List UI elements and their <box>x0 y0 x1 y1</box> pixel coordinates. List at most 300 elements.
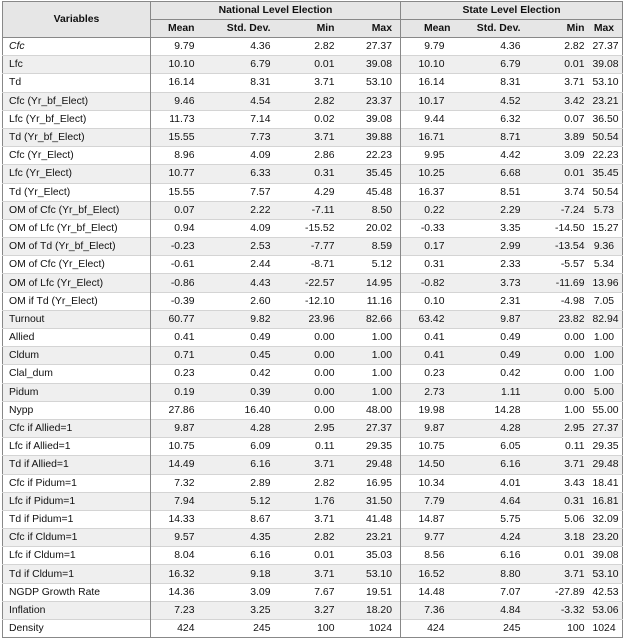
cell-stddev-state: 8.51 <box>459 183 529 201</box>
cell-stddev-national: 6.09 <box>209 438 279 456</box>
cell-max-national: 27.37 <box>343 419 401 437</box>
cell-stddev-national: 4.43 <box>209 274 279 292</box>
table-row <box>3 401 623 419</box>
cell-min-state: 0.31 <box>529 492 593 510</box>
cell-mean-national: 0.19 <box>151 383 209 401</box>
cell-max-national: 41.48 <box>343 510 401 528</box>
cell-stddev-national: 0.42 <box>209 365 279 383</box>
cell-min-state: 5.06 <box>529 510 593 528</box>
cell-mean-state: 0.41 <box>401 347 459 365</box>
table-row <box>3 74 623 92</box>
variable-label: OM if Td (Yr_Elect) <box>3 292 151 310</box>
cell-stddev-national: 3.25 <box>209 601 279 619</box>
cell-stddev-national: 245 <box>209 620 279 638</box>
cell-stddev-national: 0.39 <box>209 383 279 401</box>
cell-mean-national: -0.39 <box>151 292 209 310</box>
cell-min-national: 0.00 <box>279 365 343 383</box>
col-mean-state: Mean <box>401 20 459 38</box>
table-row <box>3 474 623 492</box>
cell-mean-state: 9.87 <box>401 419 459 437</box>
cell-mean-national: 27.86 <box>151 401 209 419</box>
cell-max-state: 82.94 <box>593 310 623 328</box>
cell-stddev-state: 4.42 <box>459 147 529 165</box>
cell-max-national: 18.20 <box>343 601 401 619</box>
table-row <box>3 274 623 292</box>
cell-mean-national: 0.94 <box>151 219 209 237</box>
cell-stddev-state: 1.11 <box>459 383 529 401</box>
cell-max-national: 45.48 <box>343 183 401 201</box>
cell-max-national: 11.16 <box>343 292 401 310</box>
cell-mean-state: 0.10 <box>401 292 459 310</box>
cell-stddev-national: 2.89 <box>209 474 279 492</box>
cell-max-state: 23.21 <box>593 92 623 110</box>
variable-label: Td if Cldum=1 <box>3 565 151 583</box>
cell-min-state: 0.01 <box>529 165 593 183</box>
cell-max-state: 1.00 <box>593 365 623 383</box>
cell-min-national: 0.31 <box>279 165 343 183</box>
cell-max-national: 1024 <box>343 620 401 638</box>
table-row <box>3 147 623 165</box>
cell-stddev-national: 4.54 <box>209 92 279 110</box>
cell-stddev-national: 7.14 <box>209 110 279 128</box>
cell-min-state: 0.01 <box>529 547 593 565</box>
table-row <box>3 310 623 328</box>
cell-min-state: -27.89 <box>529 583 593 601</box>
cell-max-national: 48.00 <box>343 401 401 419</box>
cell-mean-national: 7.32 <box>151 474 209 492</box>
table-row <box>3 256 623 274</box>
variables-header: Variables <box>3 2 151 38</box>
col-max-national: Max <box>343 20 401 38</box>
cell-mean-national: 0.71 <box>151 347 209 365</box>
summary-statistics-table <box>2 1 623 638</box>
cell-mean-national: 7.23 <box>151 601 209 619</box>
cell-min-state: -3.32 <box>529 601 593 619</box>
cell-stddev-state: 4.01 <box>459 474 529 492</box>
cell-stddev-state: 9.87 <box>459 310 529 328</box>
cell-min-national: 3.71 <box>279 510 343 528</box>
table-row <box>3 419 623 437</box>
table-row <box>3 110 623 128</box>
cell-stddev-national: 4.09 <box>209 219 279 237</box>
cell-stddev-national: 8.31 <box>209 74 279 92</box>
variable-label: Allied <box>3 329 151 347</box>
variable-label: Td <box>3 74 151 92</box>
cell-min-state: -13.54 <box>529 238 593 256</box>
cell-min-national: 2.82 <box>279 474 343 492</box>
cell-mean-state: 16.71 <box>401 128 459 146</box>
cell-mean-national: 9.57 <box>151 529 209 547</box>
cell-stddev-state: 6.32 <box>459 110 529 128</box>
cell-stddev-national: 4.28 <box>209 419 279 437</box>
cell-min-national: 2.82 <box>279 529 343 547</box>
cell-mean-state: 16.52 <box>401 565 459 583</box>
variable-label: Inflation <box>3 601 151 619</box>
cell-min-state: -7.24 <box>529 201 593 219</box>
national-election-header: National Level Election <box>151 2 401 20</box>
cell-min-national: -15.52 <box>279 219 343 237</box>
cell-max-state: 53.10 <box>593 74 623 92</box>
cell-max-national: 5.12 <box>343 256 401 274</box>
cell-mean-state: 10.75 <box>401 438 459 456</box>
cell-max-state: 29.35 <box>593 438 623 456</box>
cell-mean-state: 10.25 <box>401 165 459 183</box>
cell-mean-national: -0.61 <box>151 256 209 274</box>
cell-mean-state: 424 <box>401 620 459 638</box>
cell-min-state: 0.11 <box>529 438 593 456</box>
cell-min-state: 3.42 <box>529 92 593 110</box>
table-row <box>3 292 623 310</box>
cell-stddev-national: 7.57 <box>209 183 279 201</box>
cell-min-state: -4.98 <box>529 292 593 310</box>
cell-max-state: 27.37 <box>593 38 623 56</box>
cell-max-state: 1.00 <box>593 347 623 365</box>
variable-label: Lfc <box>3 56 151 74</box>
cell-mean-national: 16.14 <box>151 74 209 92</box>
cell-max-state: 50.54 <box>593 128 623 146</box>
cell-stddev-national: 16.40 <box>209 401 279 419</box>
cell-mean-national: -0.86 <box>151 274 209 292</box>
cell-mean-state: 2.73 <box>401 383 459 401</box>
cell-max-state: 5.00 <box>593 383 623 401</box>
cell-mean-national: 0.07 <box>151 201 209 219</box>
cell-max-national: 8.50 <box>343 201 401 219</box>
cell-stddev-state: 2.31 <box>459 292 529 310</box>
variable-label: Td (Yr_bf_Elect) <box>3 128 151 146</box>
cell-stddev-state: 7.07 <box>459 583 529 601</box>
cell-max-state: 35.45 <box>593 165 623 183</box>
cell-min-national: 0.00 <box>279 401 343 419</box>
cell-min-national: 3.71 <box>279 456 343 474</box>
col-stddev-national: Std. Dev. <box>209 20 279 38</box>
variable-label: Td (Yr_Elect) <box>3 183 151 201</box>
cell-min-state: 3.43 <box>529 474 593 492</box>
cell-min-national: -22.57 <box>279 274 343 292</box>
cell-stddev-state: 0.42 <box>459 365 529 383</box>
cell-stddev-national: 6.79 <box>209 56 279 74</box>
cell-min-national: 0.02 <box>279 110 343 128</box>
cell-mean-state: 10.10 <box>401 56 459 74</box>
cell-max-national: 31.50 <box>343 492 401 510</box>
table-header <box>3 2 623 38</box>
cell-min-national: 3.71 <box>279 74 343 92</box>
cell-mean-state: 0.23 <box>401 365 459 383</box>
cell-max-state: 50.54 <box>593 183 623 201</box>
table-row <box>3 510 623 528</box>
variable-label: OM of Lfc (Yr_Elect) <box>3 274 151 292</box>
cell-mean-national: 424 <box>151 620 209 638</box>
cell-stddev-state: 4.52 <box>459 92 529 110</box>
cell-max-national: 53.10 <box>343 565 401 583</box>
cell-stddev-state: 6.79 <box>459 56 529 74</box>
cell-max-national: 39.08 <box>343 56 401 74</box>
cell-stddev-national: 2.60 <box>209 292 279 310</box>
cell-mean-state: 16.14 <box>401 74 459 92</box>
cell-stddev-national: 2.53 <box>209 238 279 256</box>
cell-mean-state: 14.87 <box>401 510 459 528</box>
cell-max-state: 13.96 <box>593 274 623 292</box>
cell-mean-national: 10.75 <box>151 438 209 456</box>
cell-mean-national: 14.36 <box>151 583 209 601</box>
cell-min-state: 3.71 <box>529 456 593 474</box>
cell-max-national: 1.00 <box>343 329 401 347</box>
cell-min-state: -14.50 <box>529 219 593 237</box>
cell-mean-national: 15.55 <box>151 183 209 201</box>
cell-min-state: 0.07 <box>529 110 593 128</box>
col-min-state: Min <box>529 20 593 38</box>
cell-min-national: -7.77 <box>279 238 343 256</box>
cell-min-state: 0.00 <box>529 365 593 383</box>
cell-stddev-national: 0.45 <box>209 347 279 365</box>
cell-min-national: 3.27 <box>279 601 343 619</box>
cell-mean-state: 9.79 <box>401 38 459 56</box>
cell-mean-national: 8.04 <box>151 547 209 565</box>
cell-min-national: 0.00 <box>279 383 343 401</box>
cell-min-state: 0.00 <box>529 329 593 347</box>
cell-max-national: 29.48 <box>343 456 401 474</box>
table-row <box>3 38 623 56</box>
cell-mean-state: 10.34 <box>401 474 459 492</box>
cell-max-national: 8.59 <box>343 238 401 256</box>
cell-min-state: 0.00 <box>529 383 593 401</box>
cell-mean-state: 9.77 <box>401 529 459 547</box>
variable-label: OM of Cfc (Yr_Elect) <box>3 256 151 274</box>
cell-min-state: 0.00 <box>529 347 593 365</box>
table-row <box>3 365 623 383</box>
cell-max-state: 5.73 <box>593 201 623 219</box>
variable-label: Cfc if Cldum=1 <box>3 529 151 547</box>
table-row <box>3 165 623 183</box>
table-row <box>3 456 623 474</box>
cell-max-national: 23.21 <box>343 529 401 547</box>
variable-label: Td if Pidum=1 <box>3 510 151 528</box>
cell-stddev-state: 245 <box>459 620 529 638</box>
cell-mean-state: 9.95 <box>401 147 459 165</box>
table-row <box>3 583 623 601</box>
table-row <box>3 92 623 110</box>
cell-max-state: 16.81 <box>593 492 623 510</box>
table-row <box>3 201 623 219</box>
variable-label: Cfc (Yr_Elect) <box>3 147 151 165</box>
cell-max-state: 32.09 <box>593 510 623 528</box>
cell-mean-state: 7.36 <box>401 601 459 619</box>
cell-min-national: 0.11 <box>279 438 343 456</box>
variable-label: OM of Cfc (Yr_bf_Elect) <box>3 201 151 219</box>
cell-max-state: 5.34 <box>593 256 623 274</box>
cell-mean-national: 9.46 <box>151 92 209 110</box>
cell-min-national: 3.71 <box>279 565 343 583</box>
variable-label: Nypp <box>3 401 151 419</box>
cell-stddev-state: 4.24 <box>459 529 529 547</box>
table-row <box>3 492 623 510</box>
cell-stddev-national: 2.22 <box>209 201 279 219</box>
cell-min-state: 2.95 <box>529 419 593 437</box>
cell-mean-state: 0.31 <box>401 256 459 274</box>
variable-label: Cfc if Pidum=1 <box>3 474 151 492</box>
cell-stddev-state: 8.31 <box>459 74 529 92</box>
cell-stddev-national: 5.12 <box>209 492 279 510</box>
cell-stddev-state: 14.28 <box>459 401 529 419</box>
cell-max-state: 27.37 <box>593 419 623 437</box>
cell-max-national: 1.00 <box>343 347 401 365</box>
cell-mean-national: 8.96 <box>151 147 209 165</box>
cell-mean-state: 8.56 <box>401 547 459 565</box>
cell-min-national: 0.01 <box>279 547 343 565</box>
cell-stddev-national: 6.33 <box>209 165 279 183</box>
cell-max-national: 39.08 <box>343 110 401 128</box>
cell-max-state: 18.41 <box>593 474 623 492</box>
cell-stddev-national: 9.82 <box>209 310 279 328</box>
table-row <box>3 183 623 201</box>
cell-min-state: 0.01 <box>529 56 593 74</box>
cell-min-national: 0.00 <box>279 347 343 365</box>
cell-mean-national: 11.73 <box>151 110 209 128</box>
cell-min-national: 4.29 <box>279 183 343 201</box>
cell-max-state: 39.08 <box>593 547 623 565</box>
cell-stddev-national: 3.09 <box>209 583 279 601</box>
state-election-header: State Level Election <box>401 2 623 20</box>
cell-max-national: 35.03 <box>343 547 401 565</box>
table-row <box>3 56 623 74</box>
cell-max-national: 27.37 <box>343 38 401 56</box>
cell-max-national: 22.23 <box>343 147 401 165</box>
variable-label: OM of Td (Yr_bf_Elect) <box>3 238 151 256</box>
variable-label: Clal_dum <box>3 365 151 383</box>
cell-mean-national: -0.23 <box>151 238 209 256</box>
cell-mean-national: 0.23 <box>151 365 209 383</box>
table-row <box>3 383 623 401</box>
cell-min-state: 2.82 <box>529 38 593 56</box>
cell-min-national: 0.00 <box>279 329 343 347</box>
cell-max-state: 23.20 <box>593 529 623 547</box>
cell-max-state: 9.36 <box>593 238 623 256</box>
cell-stddev-state: 4.36 <box>459 38 529 56</box>
cell-max-state: 42.53 <box>593 583 623 601</box>
cell-min-national: -8.71 <box>279 256 343 274</box>
cell-max-state: 1024 <box>593 620 623 638</box>
cell-min-state: 3.89 <box>529 128 593 146</box>
variable-label: Cfc <box>3 38 151 56</box>
cell-stddev-state: 4.64 <box>459 492 529 510</box>
cell-max-state: 15.27 <box>593 219 623 237</box>
cell-stddev-state: 6.16 <box>459 547 529 565</box>
cell-max-national: 20.02 <box>343 219 401 237</box>
cell-mean-state: 10.17 <box>401 92 459 110</box>
cell-min-national: 2.82 <box>279 92 343 110</box>
col-max-state: Max <box>593 20 623 38</box>
table-row <box>3 529 623 547</box>
cell-max-state: 39.08 <box>593 56 623 74</box>
cell-min-state: -5.57 <box>529 256 593 274</box>
cell-max-state: 55.00 <box>593 401 623 419</box>
cell-min-national: 2.95 <box>279 419 343 437</box>
variable-label: OM of Lfc (Yr_bf_Elect) <box>3 219 151 237</box>
cell-min-national: -7.11 <box>279 201 343 219</box>
cell-min-national: 3.71 <box>279 128 343 146</box>
cell-mean-national: 7.94 <box>151 492 209 510</box>
variable-label: Cfc if Allied=1 <box>3 419 151 437</box>
cell-mean-state: 16.37 <box>401 183 459 201</box>
variable-label: Lfc (Yr_Elect) <box>3 165 151 183</box>
cell-max-national: 16.95 <box>343 474 401 492</box>
cell-min-state: 23.82 <box>529 310 593 328</box>
cell-mean-state: 7.79 <box>401 492 459 510</box>
cell-mean-national: 0.41 <box>151 329 209 347</box>
cell-stddev-national: 0.49 <box>209 329 279 347</box>
cell-mean-national: 60.77 <box>151 310 209 328</box>
cell-stddev-national: 6.16 <box>209 456 279 474</box>
cell-mean-national: 15.55 <box>151 128 209 146</box>
table-row <box>3 238 623 256</box>
cell-stddev-national: 2.44 <box>209 256 279 274</box>
cell-mean-national: 9.79 <box>151 38 209 56</box>
cell-mean-state: 9.44 <box>401 110 459 128</box>
variable-label: Density <box>3 620 151 638</box>
cell-min-national: 2.82 <box>279 38 343 56</box>
table-row <box>3 329 623 347</box>
cell-stddev-state: 3.73 <box>459 274 529 292</box>
cell-max-national: 1.00 <box>343 365 401 383</box>
table-row <box>3 219 623 237</box>
cell-max-state: 1.00 <box>593 329 623 347</box>
cell-max-national: 39.88 <box>343 128 401 146</box>
cell-mean-state: 0.22 <box>401 201 459 219</box>
cell-min-national: 100 <box>279 620 343 638</box>
cell-stddev-national: 8.67 <box>209 510 279 528</box>
cell-max-national: 1.00 <box>343 383 401 401</box>
cell-max-national: 29.35 <box>343 438 401 456</box>
cell-min-state: 1.00 <box>529 401 593 419</box>
cell-stddev-national: 4.35 <box>209 529 279 547</box>
cell-mean-national: 16.32 <box>151 565 209 583</box>
variable-label: Lfc if Allied=1 <box>3 438 151 456</box>
cell-max-national: 53.10 <box>343 74 401 92</box>
cell-min-state: 3.09 <box>529 147 593 165</box>
cell-max-national: 19.51 <box>343 583 401 601</box>
cell-mean-state: 14.48 <box>401 583 459 601</box>
variable-label: Lfc if Pidum=1 <box>3 492 151 510</box>
variable-label: NGDP Growth Rate <box>3 583 151 601</box>
table-row <box>3 565 623 583</box>
cell-max-national: 14.95 <box>343 274 401 292</box>
cell-mean-national: 14.49 <box>151 456 209 474</box>
cell-stddev-state: 0.49 <box>459 347 529 365</box>
cell-mean-state: 19.98 <box>401 401 459 419</box>
variable-label: Pidum <box>3 383 151 401</box>
variable-label: Turnout <box>3 310 151 328</box>
cell-max-state: 22.23 <box>593 147 623 165</box>
cell-max-state: 53.10 <box>593 565 623 583</box>
variable-label: Cfc (Yr_bf_Elect) <box>3 92 151 110</box>
col-min-national: Min <box>279 20 343 38</box>
cell-mean-national: 10.10 <box>151 56 209 74</box>
cell-stddev-national: 4.36 <box>209 38 279 56</box>
cell-min-state: 3.74 <box>529 183 593 201</box>
cell-min-state: 3.71 <box>529 565 593 583</box>
cell-min-state: 100 <box>529 620 593 638</box>
variable-label: Cldum <box>3 347 151 365</box>
cell-max-state: 53.06 <box>593 601 623 619</box>
cell-stddev-state: 3.35 <box>459 219 529 237</box>
cell-stddev-state: 2.29 <box>459 201 529 219</box>
cell-stddev-state: 6.16 <box>459 456 529 474</box>
cell-stddev-state: 2.33 <box>459 256 529 274</box>
col-stddev-state: Std. Dev. <box>459 20 529 38</box>
cell-max-state: 7.05 <box>593 292 623 310</box>
cell-mean-state: 0.41 <box>401 329 459 347</box>
table-row <box>3 347 623 365</box>
cell-stddev-state: 6.05 <box>459 438 529 456</box>
